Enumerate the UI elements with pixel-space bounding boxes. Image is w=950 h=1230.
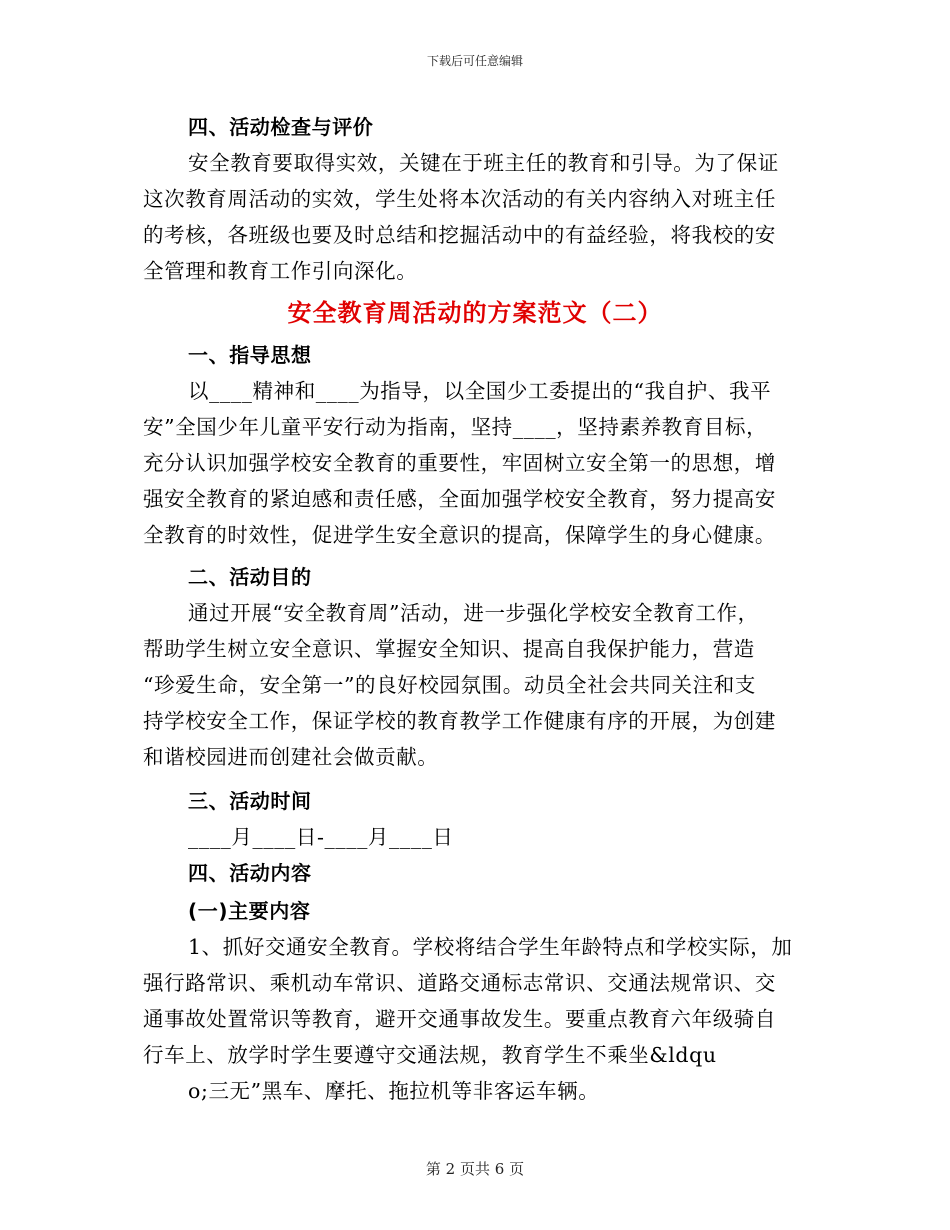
paragraph-line: 全管理和教育工作引向深化。 [143, 259, 418, 283]
section-heading-check-evaluation: 四、活动检查与评价 [188, 115, 374, 139]
section-heading-guiding-idea: 一、指导思想 [188, 343, 312, 367]
paragraph-line: “珍爱生命，安全第一”的良好校园氛围。动员全社会共同关注和支 [143, 673, 756, 697]
paragraph-line: 充分认识加强学校安全教育的重要性，牢固树立安全第一的思想，增 [143, 451, 776, 475]
page-footer: 第 2 页共 6 页 [425, 1160, 525, 1178]
paragraph-line: 行车上、放学时学生要遵守交通法规，教育学生不乘坐&ldqu [143, 1043, 717, 1067]
paragraph-line: 这次教育周活动的实效，学生处将本次活动的有关内容纳入对班主任 [143, 187, 776, 211]
document-title: 安全教育周活动的方案范文（二） [287, 299, 663, 327]
paragraph-line: 帮助学生树立安全意识、掌握安全知识、提高自我保护能力，营造 [143, 637, 755, 661]
subsection-heading-main-content: (一)主要内容 [188, 899, 311, 923]
paragraph-line: 1、抓好交通安全教育。学校将结合学生年龄特点和学校实际，加 [188, 935, 793, 959]
paragraph-line: 全教育的时效性，促进学生安全意识的提高，保障学生的身心健康。 [143, 523, 776, 547]
paragraph-line: 强行路常识、乘机动车常识、道路交通标志常识、交通法规常识、交 [143, 971, 776, 995]
paragraph-line: 的考核，各班级也要及时总结和挖掘活动中的有益经验，将我校的安 [143, 223, 776, 247]
page-header: 下载后可任意编辑 [426, 54, 523, 68]
paragraph-line: 强安全教育的紧迫感和责任感，全面加强学校安全教育，努力提高安 [143, 487, 776, 511]
paragraph-line: 安全教育要取得实效，关键在于班主任的教育和引导。为了保证 [188, 151, 779, 175]
section-heading-content: 四、活动内容 [188, 861, 312, 885]
section-heading-purpose: 二、活动目的 [188, 565, 312, 589]
paragraph-line: 持学校安全工作，保证学校的教育教学工作健康有序的开展，为创建 [143, 709, 776, 733]
paragraph-line: o;三无”黑车、摩托、拖拉机等非客运车辆。 [188, 1079, 600, 1103]
paragraph-line: 和谐校园进而创建社会做贡献。 [143, 745, 439, 769]
paragraph-line: 通事故处置常识等教育，避开交通事故发生。要重点教育六年级骑自 [143, 1007, 776, 1031]
paragraph-line: 以____精神和____为指导，以全国少工委提出的“我自护、我平 [188, 379, 772, 403]
paragraph-line: 通过开展“安全教育周”活动，进一步强化学校安全教育工作， [188, 601, 759, 625]
section-heading-time: 三、活动时间 [188, 789, 312, 813]
paragraph-line: 安”全国少年儿童平安行动为指南，坚持____，坚持素养教育目标， [143, 415, 768, 439]
activity-date-line: ____月____日-____月____日 [188, 825, 454, 849]
